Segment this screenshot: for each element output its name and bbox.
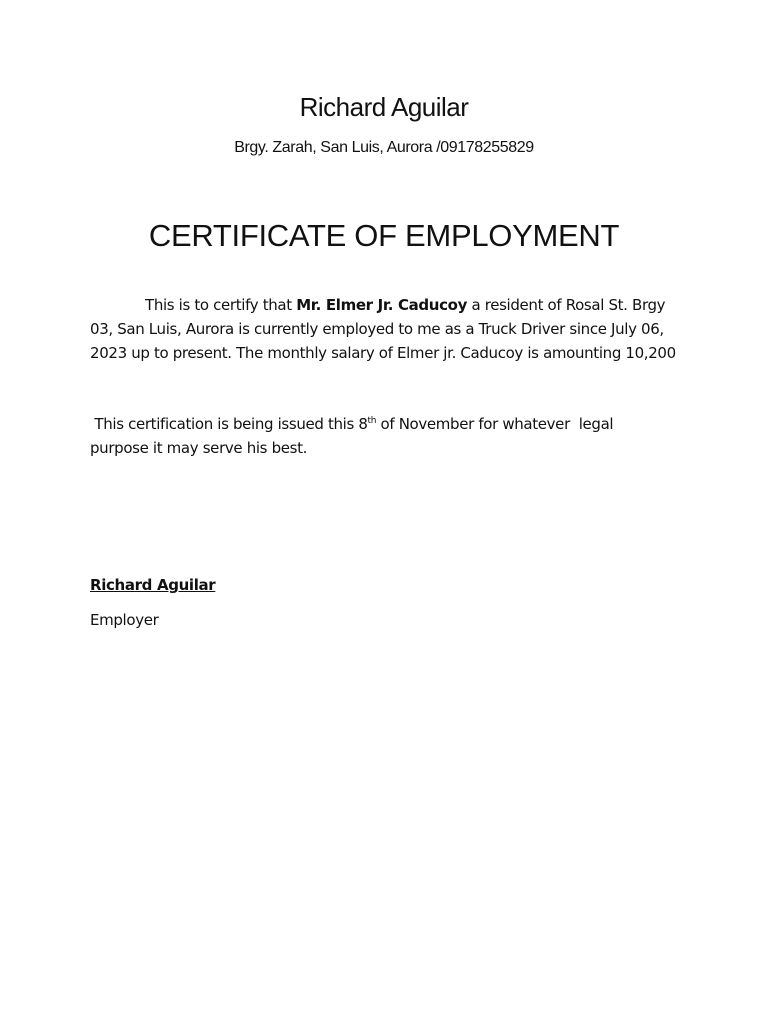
issuance-paragraph	[90, 412, 690, 460]
issuance-before-day: This certification is being issued this 8	[90, 415, 368, 433]
paragraph-line-2: 03, San Luis, Aurora is currently employed to me as a Truck Driver since July 06,	[90, 320, 664, 338]
issuance-after-day: of November for whatever legal	[376, 415, 614, 433]
paragraph-line-3: 2023 up to present. The monthly salary of Elmer jr. Caducoy is amounting 10,200	[90, 344, 676, 362]
signatory-title: Employer	[90, 611, 159, 629]
certificate-title: CERTIFICATE OF EMPLOYMENT	[148, 218, 620, 253]
employee-name: Mr. Elmer Jr. Caducoy	[296, 296, 468, 314]
employer-name-header: Richard Aguilar	[299, 92, 469, 122]
intro-rest-text: a resident of Rosal St. Brgy	[467, 296, 666, 314]
signatory-name: Richard Aguilar	[90, 576, 216, 594]
intro-text: This is to certify that	[145, 296, 297, 314]
issuance-line-2: purpose it may serve his best.	[90, 439, 308, 457]
issuance-line-1	[90, 412, 690, 436]
day-suffix: th	[367, 416, 377, 426]
certification-paragraph	[90, 293, 690, 365]
employer-address-header: Brgy. Zarah, San Luis, Aurora /09178255829	[234, 139, 534, 156]
paragraph-line-1	[90, 293, 690, 317]
